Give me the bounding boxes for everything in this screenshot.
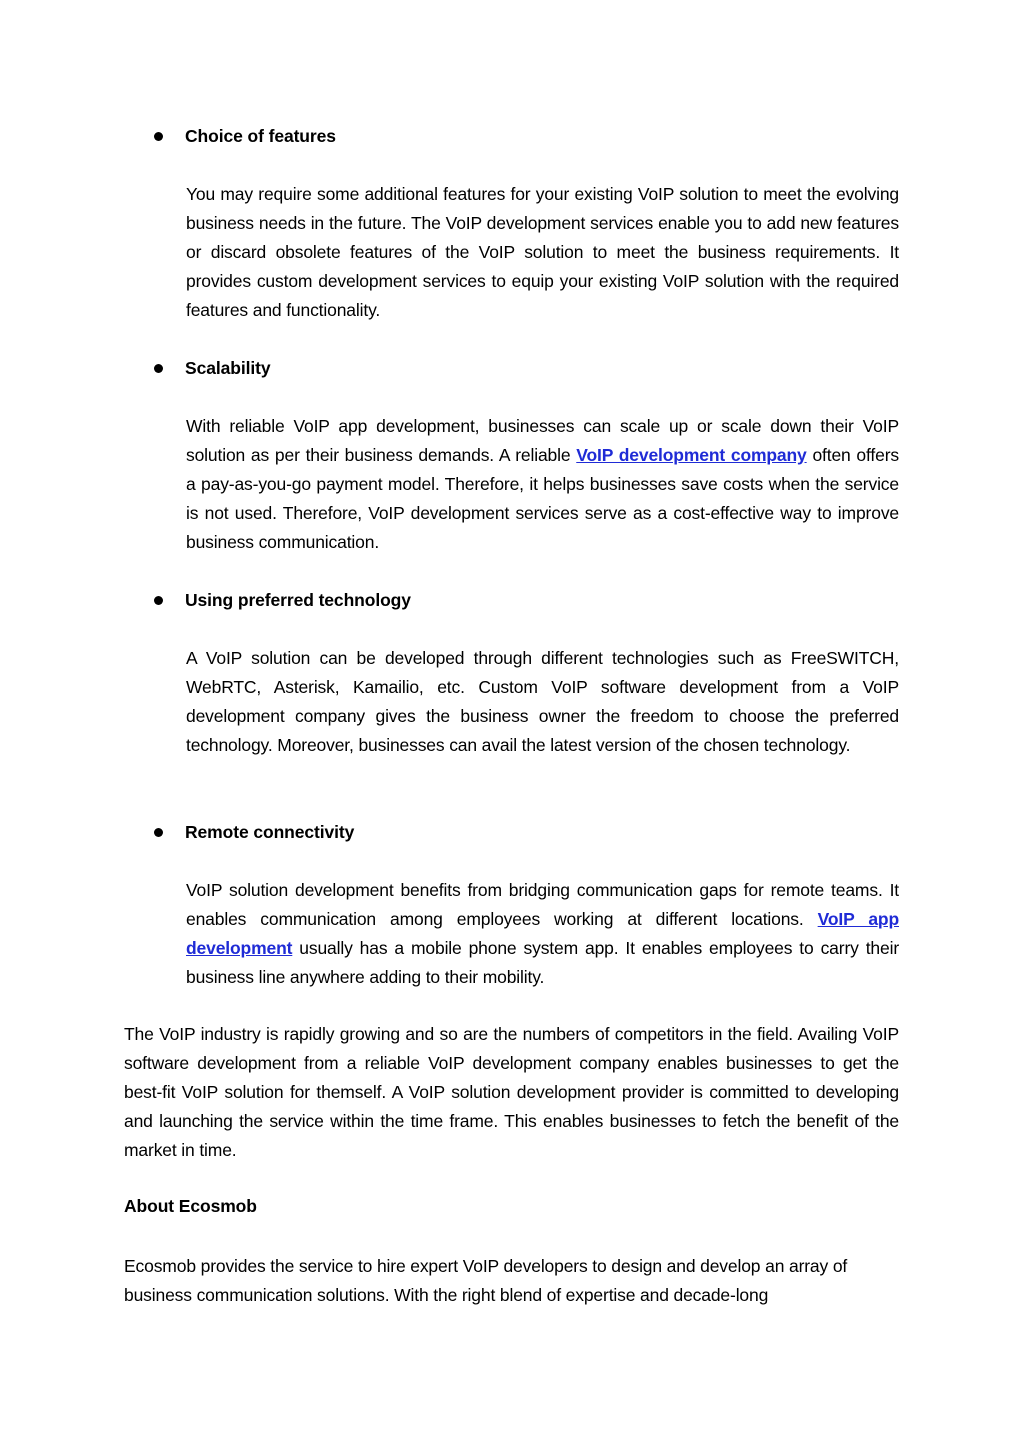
about-heading: About Ecosmob [124, 1196, 257, 1216]
voip-development-company-link[interactable]: VoIP development company [576, 445, 807, 465]
bullet-title: Choice of features [185, 125, 336, 146]
bullet-icon [154, 828, 163, 837]
bullet-icon [154, 364, 163, 373]
paragraph-choice-of-features: You may require some additional features for your existing VoIP solution to meet the evolving business needs in the future. The VoIP development services enable you to add new features or discard obsolete features of the VoIP solution to meet the business requirements. It provides custom development services to equip your existing VoIP solution with the required features and functionality. [186, 184, 899, 320]
bullet-item-remote-connectivity [154, 820, 354, 844]
bullet-icon [154, 132, 163, 141]
bullet-icon [154, 596, 163, 605]
paragraph-text: often offers a pay-as-you-go payment model. Therefore, it helps businesses save costs when the service is not used. Therefore, VoIP development services serve as a cost-effective way to improve business communication. [186, 445, 899, 552]
paragraph-conclusion: The VoIP industry is rapidly growing and so are the numbers of competitors in the field. Availing VoIP software development from a reliable VoIP development company enables businesses to get the best-fit VoIP solution for themself. A VoIP solution development provider is committed to developing and launching the service within the time frame. This enables businesses to fetch the benefit of the market in time. [124, 1024, 899, 1160]
bullet-title: Remote connectivity [185, 821, 355, 842]
paragraph-text: usually has a mobile phone system app. It enables employees to carry their business line anywhere adding to their mobility. [186, 938, 899, 987]
bullet-item-choice-of-features [154, 124, 336, 148]
bullet-item-preferred-technology [154, 588, 411, 612]
bullet-item-scalability [154, 356, 270, 380]
paragraph-remote-connectivity [186, 876, 899, 992]
paragraph-scalability [186, 412, 899, 557]
paragraph-about: Ecosmob provides the service to hire expert VoIP developers to design and develop an array of business communication solutions. With the right blend of expertise and decade-long [124, 1256, 848, 1305]
bullet-title: Scalability [185, 357, 271, 378]
paragraph-text: With reliable VoIP app development, businesses can scale up or scale down their VoIP solution as per their business demands. A reliable [186, 416, 899, 465]
paragraph-text: VoIP solution development benefits from bridging communication gaps for remote teams. It enables communication among employees working at different locations. [186, 880, 899, 929]
paragraph-preferred-technology: A VoIP solution can be developed through different technologies such as FreeSWITCH, WebRTC, Asterisk, Kamailio, etc. Custom VoIP software development from a VoIP development company gives the business owner the freedom to choose the preferred technology. Moreover, businesses can avail the latest version of the chosen technology. [186, 648, 899, 755]
bullet-title: Using preferred technology [185, 589, 411, 610]
voip-app-development-link[interactable]: VoIP app development [186, 909, 899, 958]
